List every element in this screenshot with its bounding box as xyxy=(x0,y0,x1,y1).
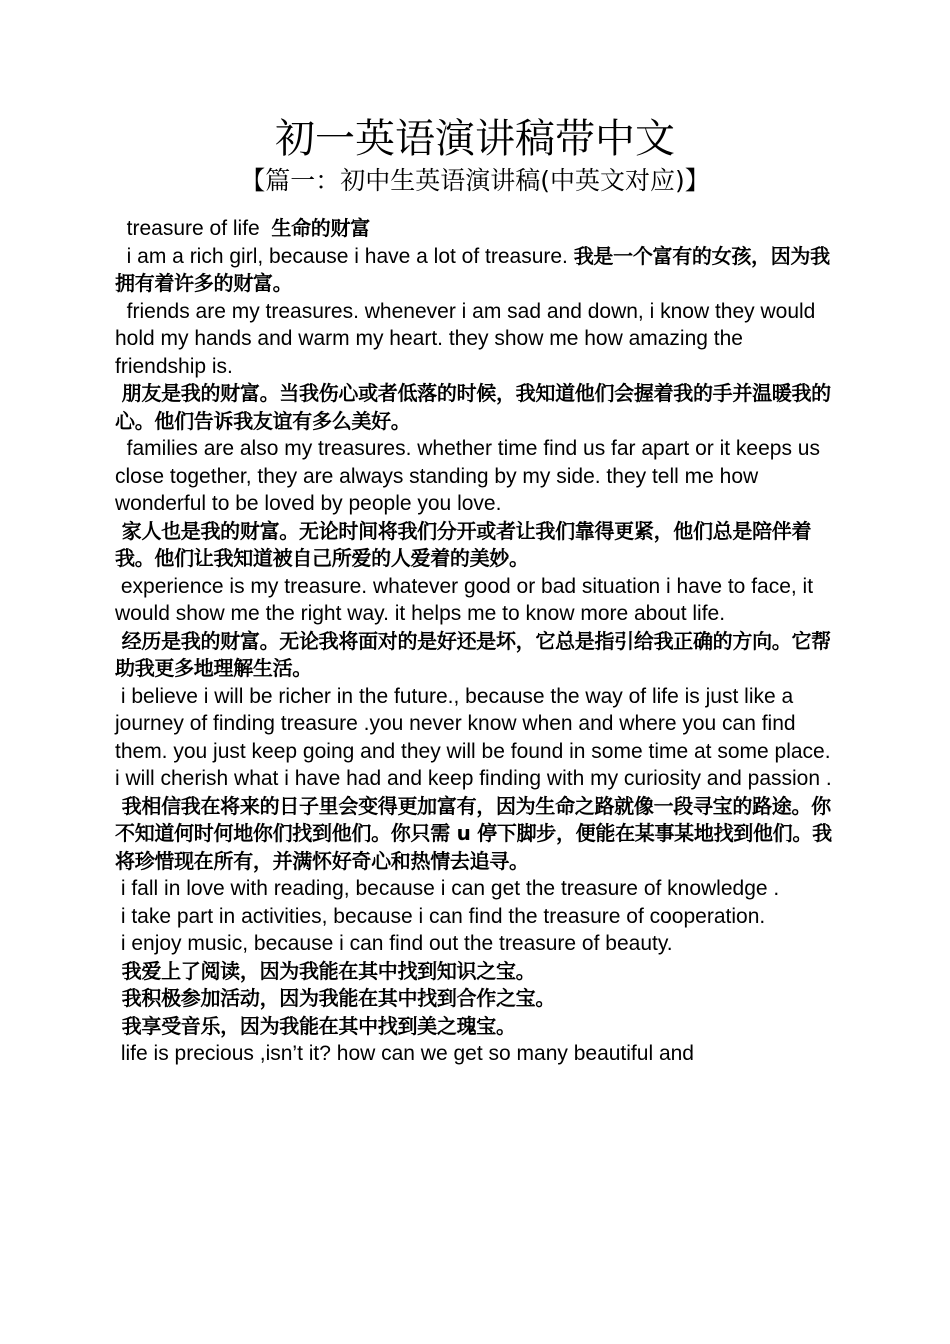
paragraph-8-chinese-3: 我享受音乐，因为我能在其中找到美之瑰宝。 xyxy=(115,1013,516,1038)
heading-chinese: 生命的财富 xyxy=(271,216,370,240)
paragraph-2-english: friends are my treasures. whenever i am sad and down, i know they would hold my hands and warm my heart. they show me how amazing the friendship is. xyxy=(115,299,822,378)
paragraph-5-chinese: 我相信我在将来的日子里会变得更加富有，因为生命之路就像一段寻宝的路途。你不知道何时何地你们找到他们。你只需 u 停下脚步，便能在某事某地找到他们。我将珍惜现在所有，并满怀好奇心和热情去追寻。 xyxy=(115,793,832,873)
paragraph-8-chinese-2: 我积极参加活动，因为我能在其中找到合作之宝。 xyxy=(115,986,556,1010)
paragraph-4-chinese: 经历是我的财富。无论我将面对的是好还是坏，它总是指引给我正确的方向。它帮助我更多地理解生活。 xyxy=(115,628,831,680)
paragraph-8-chinese-1: 我爱上了阅读，因为我能在其中找到知识之宝。 xyxy=(115,958,536,983)
paragraph-7-english: i take part in activities, because i can find the treasure of cooperation. xyxy=(115,904,766,928)
paragraph-4-english: experience is my treasure. whatever good or bad situation i have to face, it would show me the right way. it helps me to know more about life. xyxy=(115,574,819,625)
paragraph-1 xyxy=(115,243,835,298)
paragraph-1-chinese: 我是一个富有的女孩，因为我拥有着许多的财富。 xyxy=(115,243,830,295)
heading-line xyxy=(115,215,835,243)
paragraph-9-english: life is precious ,isn’t it? how can we get so many beautiful and xyxy=(115,1042,694,1065)
paragraph-1-english: i am a rich girl, because i have a lot of treasure. xyxy=(115,244,574,268)
page-title: 初一英语演讲稿带中文 xyxy=(275,116,675,162)
paragraph-3-chinese: 家人也是我的财富。无论时间将我们分开或者让我们靠得更紧，他们总是陪伴着我。他们让我知道被自己所爱的人爱着的美妙。 xyxy=(115,518,812,570)
paragraph-3-english: families are also my treasures. whether time find us far apart or it keeps us close together, they are always standing by my side. they tell me how wonderful to be loved by people you love. xyxy=(115,437,826,515)
paragraph-8-english: i enjoy music, because i can find out the treasure of beauty. xyxy=(115,932,673,955)
paragraph-2-chinese: 朋友是我的财富。当我伤心或者低落的时候，我知道他们会握着我的手并温暖我的心。他们告诉我友谊有多么美好。 xyxy=(115,381,831,433)
paragraph-5-english: i believe i will be richer in the future., because the way of life is just like a journey of finding treasure .you never know when and where you can find them. you just keep going and they will be found in some time at some place. i will cherish what i have had and keep finding with my curiosity and passion . xyxy=(115,684,837,790)
page-subtitle: 【篇一：初中生英语演讲稿(中英文对应)】 xyxy=(240,166,710,195)
paragraph-6-english: i fall in love with reading, because i can get the treasure of knowledge . xyxy=(115,877,780,900)
heading-english: treasure of life xyxy=(115,217,272,240)
document-body xyxy=(115,215,835,1068)
